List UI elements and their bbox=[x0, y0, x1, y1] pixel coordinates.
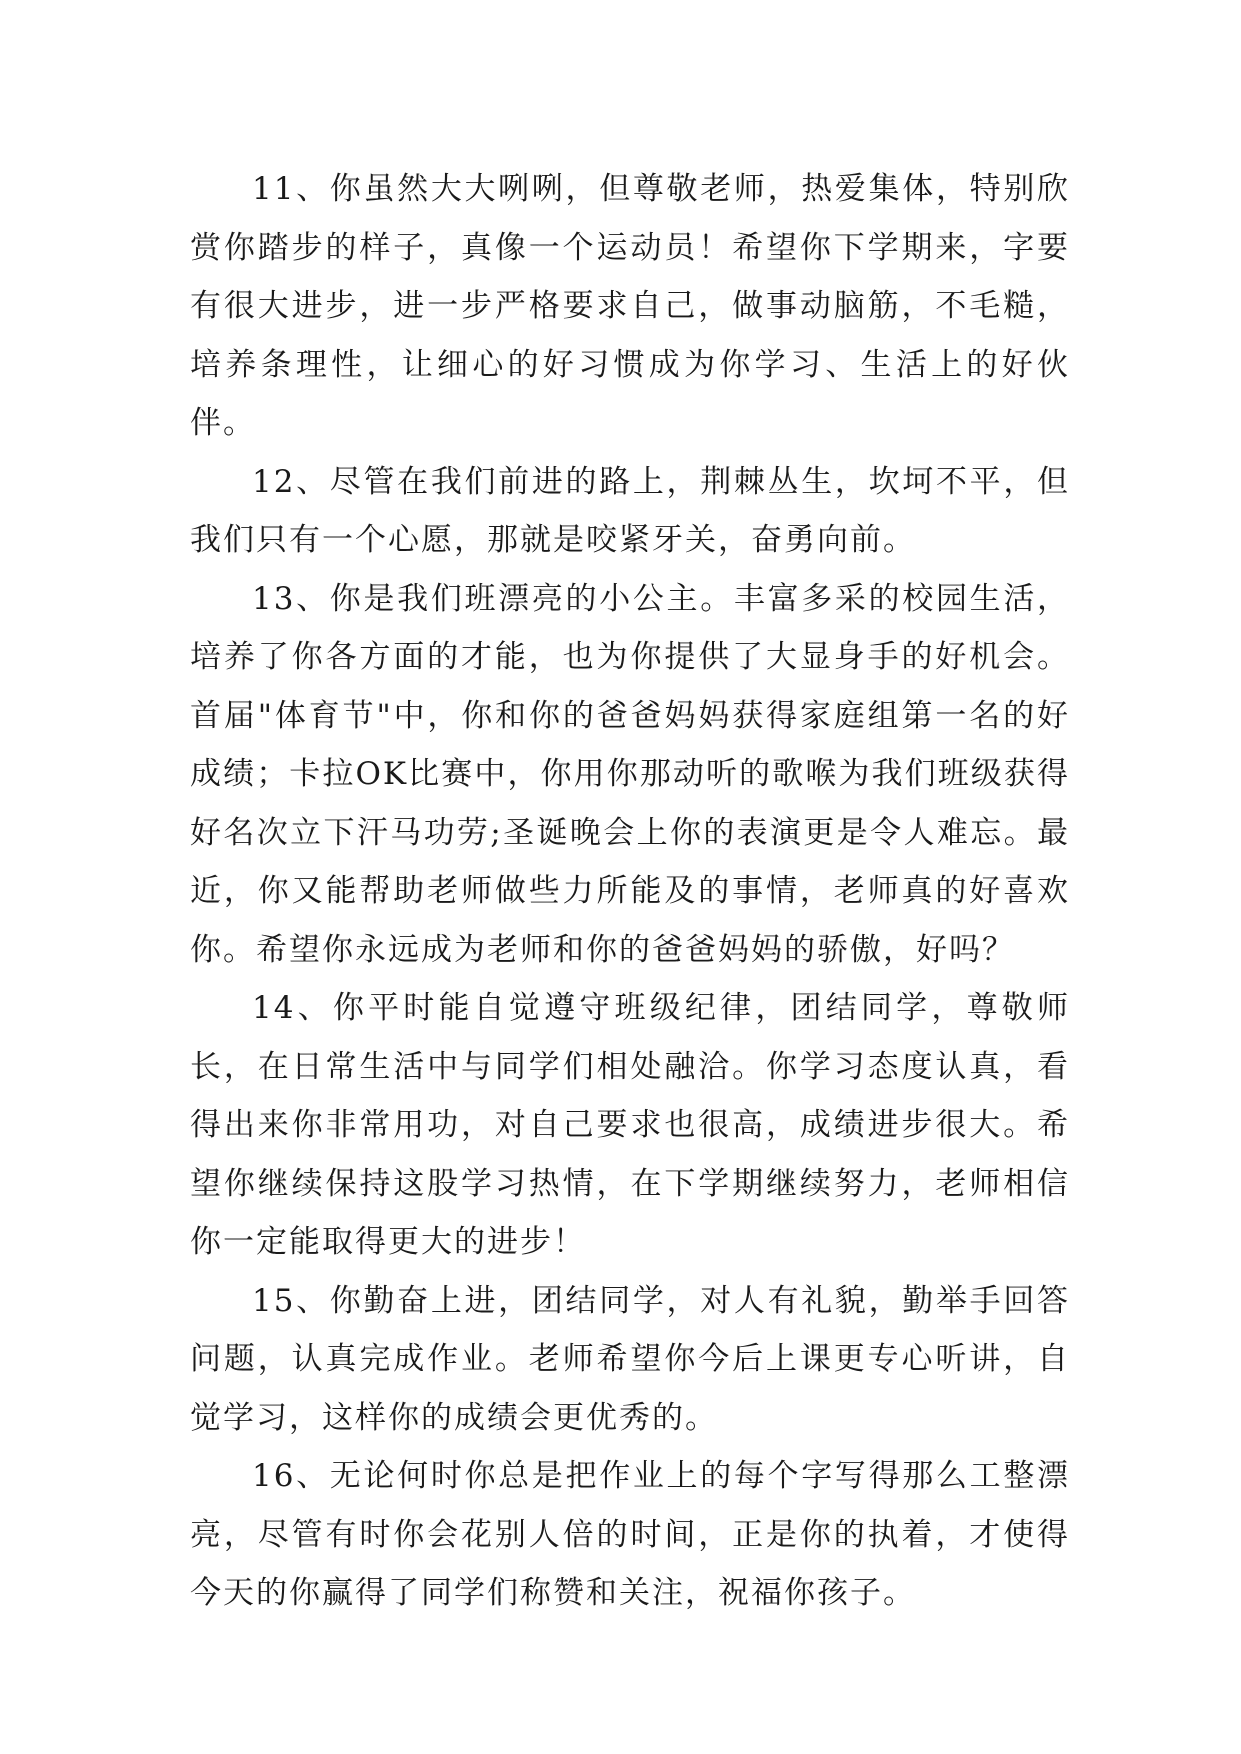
paragraph-16: 16、无论何时你总是把作业上的每个字写得那么工整漂亮，尽管有时你会花别人倍的时间，正是你的执着，才使得今天的你赢得了同学们称赞和关注，祝福你孩子。 bbox=[190, 1458, 1070, 1611]
paragraph-12: 12、尽管在我们前进的路上，荆棘丛生，坎坷不平，但我们只有一个心愿，那就是咬紧牙关，奋勇向前。 bbox=[190, 463, 1070, 558]
paragraph-14: 14、你平时能自觉遵守班级纪律，团结同学，尊敬师长，在日常生活中与同学们相处融洽。你学习态度认真，看得出来你非常用功，对自己要求也很高，成绩进步很大。希望你继续保持这股学习热情，在下学期继续努力，老师相信你一定能取得更大的进步！ bbox=[190, 990, 1070, 1260]
paragraph-11: 11、你虽然大大咧咧，但尊敬老师，热爱集体，特别欣赏你踏步的样子，真像一个运动员！希望你下学期来，字要有很大进步，进一步严格要求自己，做事动脑筋，不毛糙，培养条理性，让细心的好习惯成为你学习、生活上的好伙伴。 bbox=[190, 171, 1070, 441]
paragraph-15: 15、你勤奋上进，团结同学，对人有礼貌，勤举手回答问题，认真完成作业。老师希望你今后上课更专心听讲，自觉学习，这样你的成绩会更优秀的。 bbox=[190, 1282, 1070, 1436]
document-body bbox=[190, 160, 1070, 1623]
paragraph-13: 13、你是我们班漂亮的小公主。丰富多采的校园生活，培养了你各方面的才能，也为你提供了大显身手的好机会。首届"体育节"中，你和你的爸爸妈妈获得家庭组第一名的好成绩；卡拉OK比赛中，你用你那动听的歌喉为我们班级获得好名次立下汗马功劳;圣诞晚会上你的表演更是令人难忘。最近，你又能帮助老师做些力所能及的事情，老师真的好喜欢你。希望你永远成为老师和你的爸爸妈妈的骄傲，好吗？ bbox=[190, 580, 1070, 968]
